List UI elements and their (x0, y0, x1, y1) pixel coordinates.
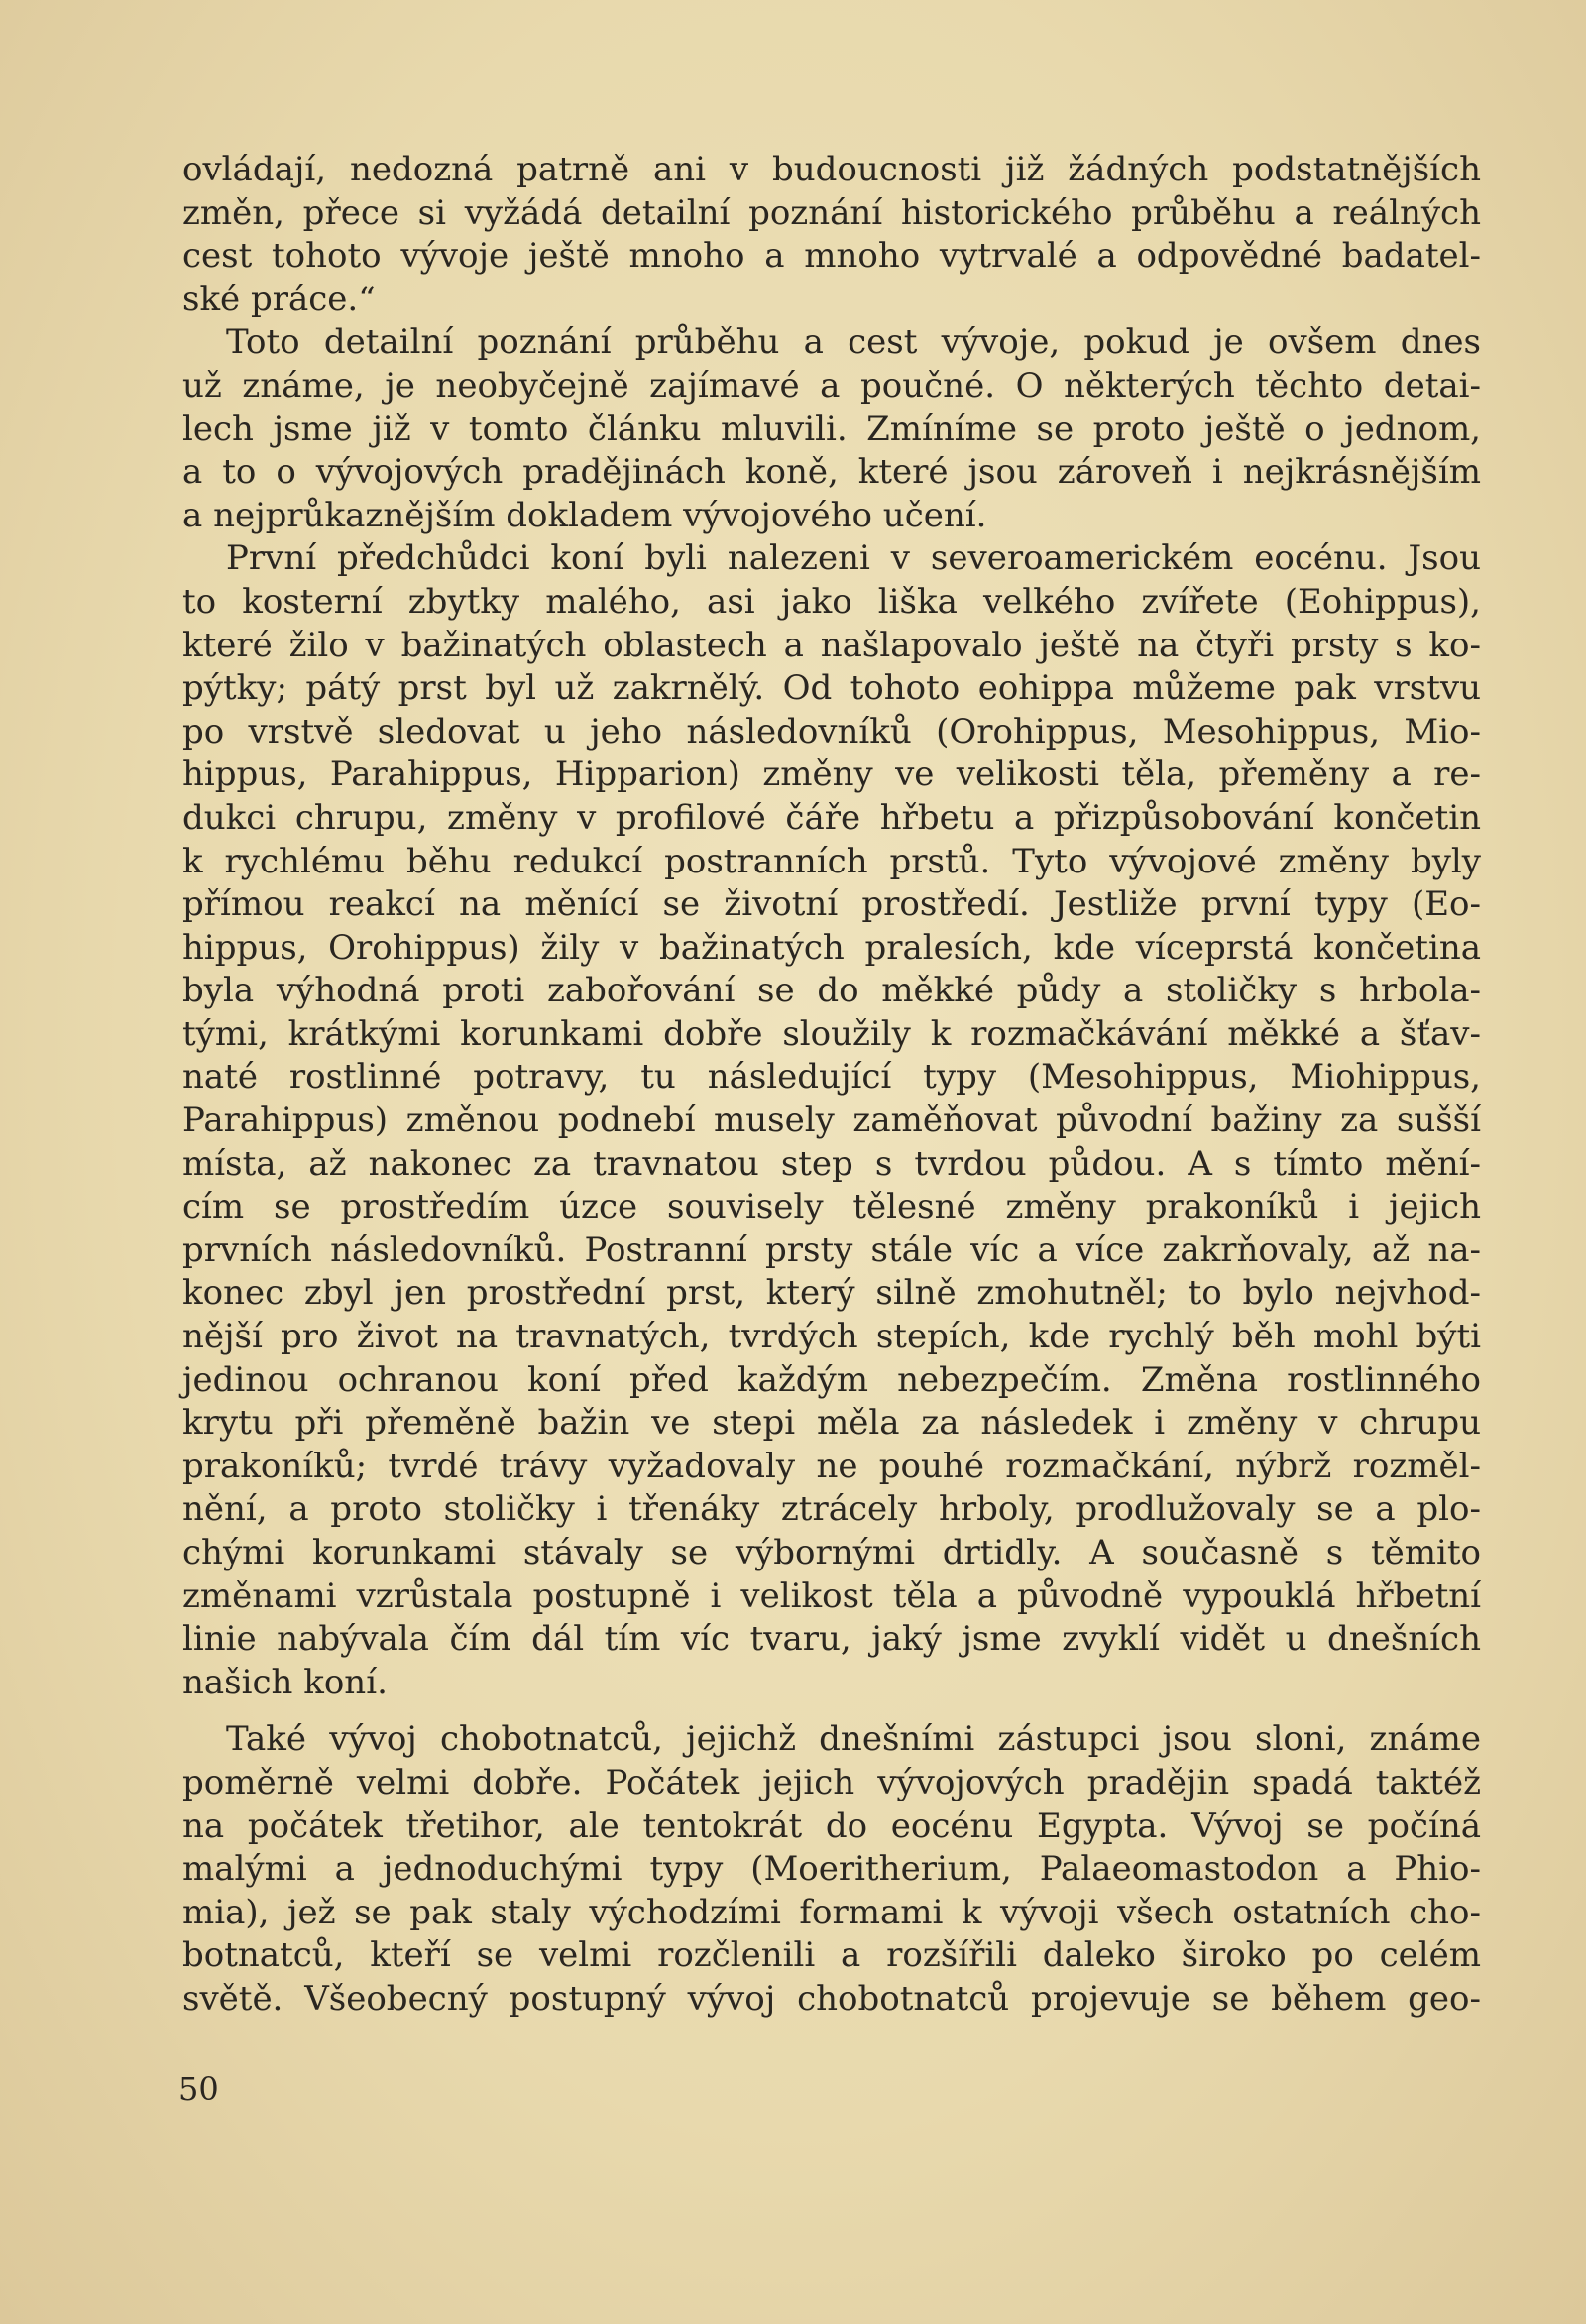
text-line: jedinou ochranou koní před každým nebezpečím. Změna rostlinného (182, 1359, 1481, 1400)
paragraph-2 (182, 321, 1481, 537)
text-line: místa, až nakonec za travnatou step s tvrdou půdou. A s tímto mění- (182, 1143, 1481, 1184)
text-line: cest tohoto vývoje ještě mnoho a mnoho vytrvalé a odpovědné badatel- (182, 236, 1481, 277)
text-line: změn, přece si vyžádá detailní poznání historického průběhu a reálných (182, 192, 1481, 233)
text-line: to kosterní zbytky malého, asi jako liška velkého zvířete (Eohippus), (182, 581, 1481, 622)
text-line: k rychlému běhu redukcí postranních prstů. Tyto vývojové změny byly (182, 841, 1481, 881)
text-line: První předchůdci koní byli nalezeni v severoamerickém eocénu. Jsou (226, 538, 1481, 579)
text-line: byla výhodná proti zabořování se do měkké půdy a stoličky s hrbola- (182, 971, 1481, 1011)
text-line: na počátek třetihor, ale tentokrát do eocénu Egypta. Vývoj se počíná (182, 1805, 1481, 1846)
text-line: Parahippus) změnou podnebí musely zaměňovat původní bažiny za sušší (182, 1101, 1481, 1141)
text-line: přímou reakcí na měnící se životní prostředí. Jestliže první typy (Eo- (182, 884, 1481, 925)
text-line: Toto detailní poznání průběhu a cest vývoje, pokud je ovšem dnes (226, 322, 1481, 363)
page-number: 50 (178, 2070, 219, 2108)
text-line: hippus, Orohippus) žily v bažinatých pralesích, kde víceprstá končetina (182, 927, 1481, 968)
text-line: ovládají, nedozná patrně ani v budoucnosti již žádných podstatnějších (182, 150, 1481, 189)
text-line: konec zbyl jen prostřední prst, který silně zmohutněl; to bylo nejvhod- (182, 1273, 1481, 1314)
text-line: změnami vzrůstala postupně i velikost těla a původně vypouklá hřbetní (182, 1575, 1481, 1616)
text-line: ské práce.“ (182, 279, 376, 319)
page-body-text (182, 149, 1481, 2022)
text-line: linie nabývala čím dál tím víc tvaru, jaký jsme zvyklí vidět u dnešních (182, 1619, 1481, 1660)
paragraph-3 (182, 537, 1481, 1704)
paragraph-gap (182, 1704, 1481, 1718)
text-line: hippus, Parahippus, Hipparion) změny ve velikosti těla, přeměny a re- (182, 755, 1481, 795)
text-line: cím se prostředím úzce souvisely tělesné změny prakoníků i jejich (182, 1187, 1481, 1227)
text-line: naté rostlinné potravy, tu následující typy (Mesohippus, Miohippus, (182, 1057, 1481, 1098)
text-line: našich koní. (182, 1662, 388, 1702)
paragraph-1 (182, 149, 1481, 321)
text-line: Také vývoj chobotnatců, jejichž dnešními zástupci jsou sloni, známe (226, 1719, 1481, 1760)
text-line: nění, a proto stoličky i třenáky ztrácely hrboly, prodlužovaly se a plo- (182, 1489, 1481, 1530)
text-line: tými, krátkými korunkami dobře sloužily k rozmačkávání měkké a šťav- (182, 1013, 1481, 1054)
text-line: malými a jednoduchými typy (Moeritherium, Palaeomastodon a Phio- (182, 1849, 1481, 1890)
paragraph-4 (182, 1718, 1481, 2021)
text-line: chými korunkami stávaly se výbornými drtidly. A současně s těmito (182, 1533, 1481, 1572)
text-line: lech jsme již v tomto článku mluvili. Zmíníme se proto ještě o jednom, (182, 408, 1481, 449)
text-line: mia), jež se pak staly východzími formami k vývoji všech ostatních cho- (182, 1892, 1481, 1932)
text-line: prvních následovníků. Postranní prsty stále víc a více zakrňovaly, až na- (182, 1229, 1481, 1270)
text-line: dukci chrupu, změny v profilové čáře hřbetu a přizpůsobování končetin (182, 797, 1481, 838)
text-line: a nejprůkaznějším dokladem vývojového učení. (182, 495, 987, 535)
text-line: už známe, je neobyčejně zajímavé a poučné. O některých těchto detai- (182, 365, 1481, 406)
text-line: poměrně velmi dobře. Počátek jejich vývojových pradějin spadá taktéž (182, 1762, 1481, 1802)
text-line: po vrstvě sledovat u jeho následovníků (Orohippus, Mesohippus, Mio- (182, 711, 1481, 752)
text-line: a to o vývojových pradějinách koně, které jsou zároveň i nejkrásnějším (182, 452, 1481, 493)
text-line: světě. Všeobecný postupný vývoj chobotnatců projevuje se během geo- (182, 1978, 1481, 2019)
text-line: které žilo v bažinatých oblastech a našlapovalo ještě na čtyři prsty s ko- (182, 625, 1481, 665)
text-line: botnatců, kteří se velmi rozčlenili a rozšířili daleko široko po celém (182, 1935, 1481, 1976)
text-line: prakoníků; tvrdé trávy vyžadovaly ne pouhé rozmačkání, nýbrž rozměl- (182, 1446, 1481, 1486)
text-line: krytu při přeměně bažin ve stepi měla za následek i změny v chrupu (182, 1403, 1481, 1444)
text-line: pýtky; pátý prst byl už zakrnělý. Od tohoto eohippa můžeme pak vrstvu (182, 668, 1481, 709)
text-line: nější pro život na travnatých, tvrdých stepích, kde rychlý běh mohl býti (182, 1317, 1481, 1357)
